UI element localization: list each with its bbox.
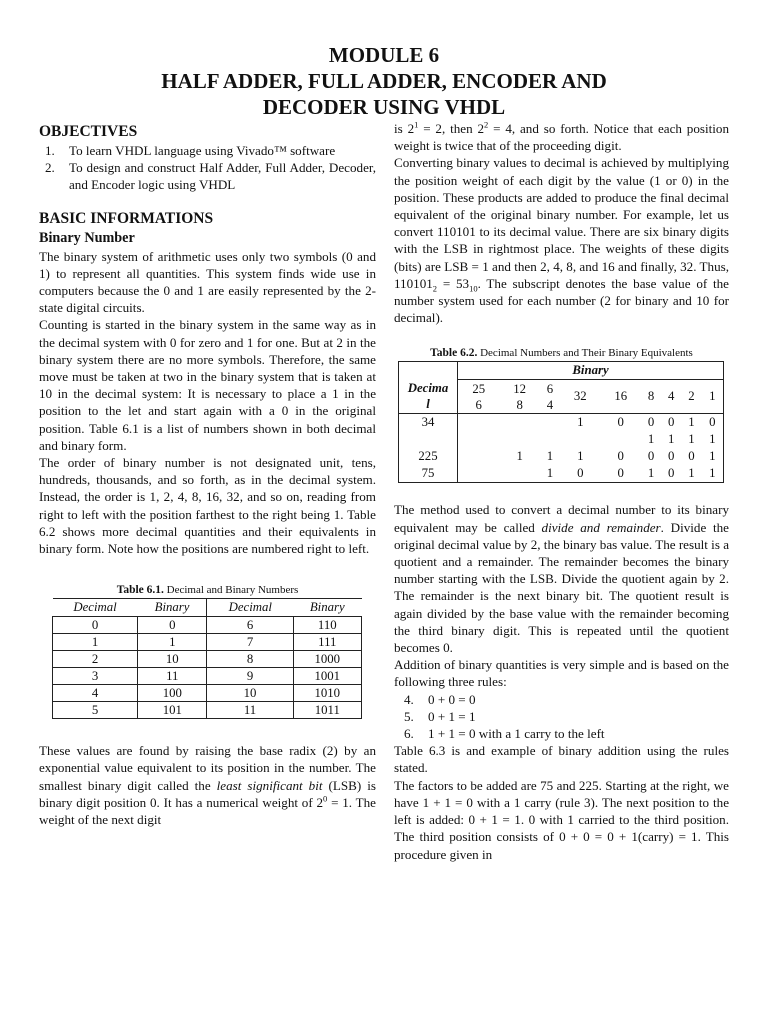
title-line-3: DECODER USING VHDL xyxy=(262,95,506,119)
table-cell: 7 xyxy=(207,634,293,651)
table-cell: 1010 xyxy=(293,685,361,702)
table-cell: 1 xyxy=(702,431,724,448)
table-label: Table 6.1. xyxy=(116,584,164,597)
binary-number-subheading: Binary Number xyxy=(39,229,135,246)
table-cell xyxy=(560,431,600,448)
table-cell: 11 xyxy=(207,702,293,719)
table-cell: 1 xyxy=(577,415,584,430)
table-row xyxy=(399,431,724,448)
weight-header xyxy=(458,379,500,414)
text-run: (LSB) is binary digit position 0. It has a numerical weight of 2 xyxy=(39,777,376,810)
table-cell: 11 xyxy=(138,668,207,685)
table-row xyxy=(399,448,724,465)
table-cell: 6 xyxy=(207,617,293,634)
table-label: Table 6.2. xyxy=(430,347,478,360)
paragraph xyxy=(394,501,729,656)
weight-text: 25 xyxy=(472,381,486,396)
left-column xyxy=(39,120,376,828)
table-6-2-caption xyxy=(394,346,729,361)
text-run: Converting binary values to decimal is achieved by multiplying the position weight of each digit by the value (1 or 0) in the position. These products are added to produce the final decimal equivalent of the original binary number. For example, let us convert 110101 to its decimal value. There are six binary digits with the LSB in rightmost place. The weights of these digits (bits) are LSB = 1 and then 2, 4, 8, and 16 and finally, 32. Thus, 110101 xyxy=(394,155,729,291)
text-run: The method used to convert a decimal number to its binary equivalent may be called xyxy=(394,502,729,535)
table-header-row xyxy=(399,379,724,414)
table-row xyxy=(399,414,724,432)
rule-number: 6. xyxy=(404,726,414,742)
table-cell xyxy=(399,362,458,380)
weight-header xyxy=(499,379,539,414)
paragraph: The factors to be added are 75 and 225. Starting at the right, we have 1 + 1 = 0 with a 1 carry (rule 3). The next position to the left is added: 0 + 1 = 1. 0 with 1 carried to the third position. The third position consists of 0 + 0 = 0 + 1(carry) = 1. This procedure given in xyxy=(394,777,729,862)
column-header: Binary xyxy=(293,599,361,617)
superscript: 0 xyxy=(323,793,328,804)
table-cell: 1 xyxy=(540,465,560,483)
rule-number: 4. xyxy=(404,691,414,707)
weight-text: 12 xyxy=(513,381,527,396)
paragraph xyxy=(394,154,729,326)
table-cell: 9 xyxy=(207,668,293,685)
right-column xyxy=(394,120,729,863)
table-cell: 1 xyxy=(53,634,138,651)
objective-item xyxy=(39,159,376,193)
table-cell: 1 xyxy=(516,449,523,464)
table-row xyxy=(53,651,362,668)
title-line-2: HALF ADDER, FULL ADDER, ENCODER AND xyxy=(161,69,607,93)
table-cell: 0 xyxy=(647,415,655,430)
objectives-list xyxy=(39,142,376,194)
table-cell: 101 xyxy=(138,702,207,719)
table-6-2 xyxy=(398,361,724,483)
table-cell: 1 xyxy=(641,465,661,483)
table-row xyxy=(53,617,362,634)
table-cell: 0 xyxy=(668,415,675,430)
table-6-1 xyxy=(52,598,362,719)
table-cell: 4 xyxy=(53,685,138,702)
table-cell: 111 xyxy=(293,634,361,651)
table-cell: 100 xyxy=(138,685,207,702)
table-cell: 1 xyxy=(577,449,584,464)
table-cell: 1 xyxy=(138,634,207,651)
table-cell: 0 xyxy=(661,465,681,483)
text-run: = 53 xyxy=(437,275,470,291)
table-row xyxy=(399,465,724,483)
table-cell: 0 xyxy=(688,449,695,464)
weight-header xyxy=(540,379,560,414)
weight-header: 8 xyxy=(641,379,661,414)
table-cell: 110 xyxy=(293,617,361,634)
table-cell: 1 xyxy=(702,465,724,483)
weight-header: 32 xyxy=(560,379,600,414)
title-line-1: MODULE 6 xyxy=(328,43,440,67)
table-cell: 1 xyxy=(668,432,675,447)
basic-info-heading: BASIC INFORMATIONS xyxy=(39,209,214,227)
table-caption-text: Decimal Numbers and Their Binary Equivalents xyxy=(480,347,693,360)
weight-text: 8 xyxy=(516,397,523,412)
paragraph xyxy=(394,120,729,154)
objective-number: 1. xyxy=(45,143,55,158)
weight-text: 4 xyxy=(546,397,554,412)
table-cell: 0 xyxy=(560,465,600,483)
superscript: 1 xyxy=(414,119,419,130)
header-text: l xyxy=(426,397,430,412)
decimal-column-header xyxy=(399,379,458,414)
table-cell xyxy=(458,465,500,483)
table-cell: 8 xyxy=(207,651,293,668)
table-cell: 1 xyxy=(681,465,701,483)
column-header: Decimal xyxy=(53,599,138,617)
objective-item xyxy=(39,142,376,159)
table-row xyxy=(53,634,362,651)
rule-item xyxy=(394,708,729,725)
text-run: is 2 xyxy=(394,121,415,136)
paragraph: Addition of binary quantities is very simple and is based on the following three rules: xyxy=(394,657,729,690)
table-cell: 1001 xyxy=(293,668,361,685)
table-cell: 2 xyxy=(53,651,138,668)
table-caption-text: Decimal and Binary Numbers xyxy=(166,584,299,597)
table-cell: 0 xyxy=(702,414,724,432)
table-cell: 1 xyxy=(647,432,655,447)
table-cell: 75 xyxy=(399,465,458,483)
table-header-row xyxy=(53,599,362,617)
weight-header: 4 xyxy=(661,379,681,414)
table-cell: 225 xyxy=(399,448,458,465)
table-cell: 1 xyxy=(702,448,724,465)
table-cell xyxy=(499,465,539,483)
objective-text: To design and construct Half Adder, Full Adder, Decoder, and Encoder logic using VHDL xyxy=(69,160,376,193)
subscript: 10 xyxy=(469,283,478,294)
table-cell: 1 xyxy=(546,449,554,464)
text-run: = 1. The weight of the next digit xyxy=(39,794,376,828)
table-cell: 5 xyxy=(53,702,138,719)
table-cell xyxy=(458,431,500,448)
table-cell: 1 xyxy=(688,432,695,447)
rule-item xyxy=(394,691,729,708)
table-cell xyxy=(499,431,539,448)
table-row xyxy=(53,702,362,719)
paragraph: Table 6.3 is and example of binary addition using the rules stated. xyxy=(394,743,729,776)
paragraph xyxy=(39,742,376,828)
superscript: 2 xyxy=(484,119,489,130)
rule-number: 5. xyxy=(404,708,414,724)
table-cell xyxy=(601,431,641,448)
table-cell: 0 xyxy=(53,617,138,634)
paragraph: The order of binary number is not designated unit, tens, hundreds, thousands, and so forth, as in the decimal system. Instead, the order is 1, 2, 4, 8, 16, 32, and so on, reading from right to left with the position farthest to the right being 1. Table 6.2 shows more decimal quantities and their equivalents in binary form. Note how the positions are numbered right to left. xyxy=(39,455,376,557)
table-header-row xyxy=(399,362,724,380)
table-cell: 0 xyxy=(647,449,655,464)
table-cell: 3 xyxy=(53,668,138,685)
text-run: = 4, and so forth. Notice that each position weight is twice that of the proceeding digit. xyxy=(394,121,730,154)
page-title xyxy=(0,42,768,120)
objectives-heading: OBJECTIVES xyxy=(39,123,138,140)
text-run: . The subscript denotes the base value of the number system used for each number (2 for binary and 10 for decimal). xyxy=(394,275,729,326)
table-cell: 0 xyxy=(138,617,207,634)
rule-text: 0 + 0 = 0 xyxy=(428,691,476,707)
table-cell: 0 xyxy=(617,449,624,464)
table-cell xyxy=(499,414,539,432)
weight-text: 6 xyxy=(546,381,554,396)
emphasis-text: least significant bit xyxy=(216,777,323,793)
table-row xyxy=(53,668,362,685)
table-cell: 1 xyxy=(688,415,695,430)
table-6-1-caption xyxy=(39,583,376,598)
weight-header: 2 xyxy=(681,379,701,414)
table-cell: 34 xyxy=(399,414,458,432)
objective-text: To learn VHDL language using Vivado™ software xyxy=(69,143,336,158)
table-cell: 10 xyxy=(138,651,207,668)
column-header: Decimal xyxy=(207,599,293,617)
paragraph: The binary system of arithmetic uses only two symbols (0 and 1) to represent all quantities. This system finds wide use in computers because the 0 and 1 are easily represented by the 2-state digital circuits. xyxy=(39,248,376,316)
weight-header: 16 xyxy=(601,379,641,414)
table-cell: 1000 xyxy=(293,651,361,668)
table-cell xyxy=(399,431,458,448)
table-cell: 1011 xyxy=(293,702,361,719)
text-run: . Divide the original decimal value by 2, the binary bas value. The result is a quotient and a remainder. The remainder becomes the binary number starting with the LSB. Divide the quotient again by 2. The remainder is the next binary bit. The quotient result is again divided by the base value with the remainder becoming the third binary digit. This is repeated until the quotient becomes 0. xyxy=(394,519,730,656)
text-run: These values are found by raising the base radix (2) by an exponential value equivalent to its position in the number. The smallest binary digit called the xyxy=(39,743,376,793)
binary-group-header: Binary xyxy=(458,362,724,380)
rule-text: 0 + 1 = 1 xyxy=(428,708,476,724)
paragraph: Counting is started in the binary system in the same way as in the decimal system with 0 for zero and 1 for one. But at 2 in the binary system there are no more symbols. Therefore, the same move must be taken at two in the binary system that is taken at 10 in the decimal system: It is necessary to place a 1 in the position to the let and start again with a 0 in the original position. Table 6.1 is a list of numbers shown in both decimal and binary form. xyxy=(39,317,376,453)
addition-rules-list xyxy=(394,691,729,743)
table-cell xyxy=(540,431,560,448)
text-run: = 2, then 2 xyxy=(418,121,485,136)
column-header: Binary xyxy=(138,599,207,617)
table-cell: 0 xyxy=(668,449,675,464)
weight-text: 6 xyxy=(475,397,482,412)
table-cell xyxy=(458,448,500,465)
table-cell: 0 xyxy=(617,415,624,430)
subscript: 2 xyxy=(432,283,438,294)
header-text: Decima xyxy=(407,381,449,396)
weight-header: 1 xyxy=(702,379,724,414)
table-cell xyxy=(540,414,560,432)
emphasis-text: divide and remainder xyxy=(541,519,661,535)
table-cell: 10 xyxy=(207,685,293,702)
rule-item xyxy=(394,725,729,742)
table-cell xyxy=(458,414,500,432)
rule-text: 1 + 1 = 0 with a 1 carry to the left xyxy=(428,726,605,742)
table-cell: 0 xyxy=(601,465,641,483)
table-row xyxy=(53,685,362,702)
objective-number: 2. xyxy=(45,160,55,176)
